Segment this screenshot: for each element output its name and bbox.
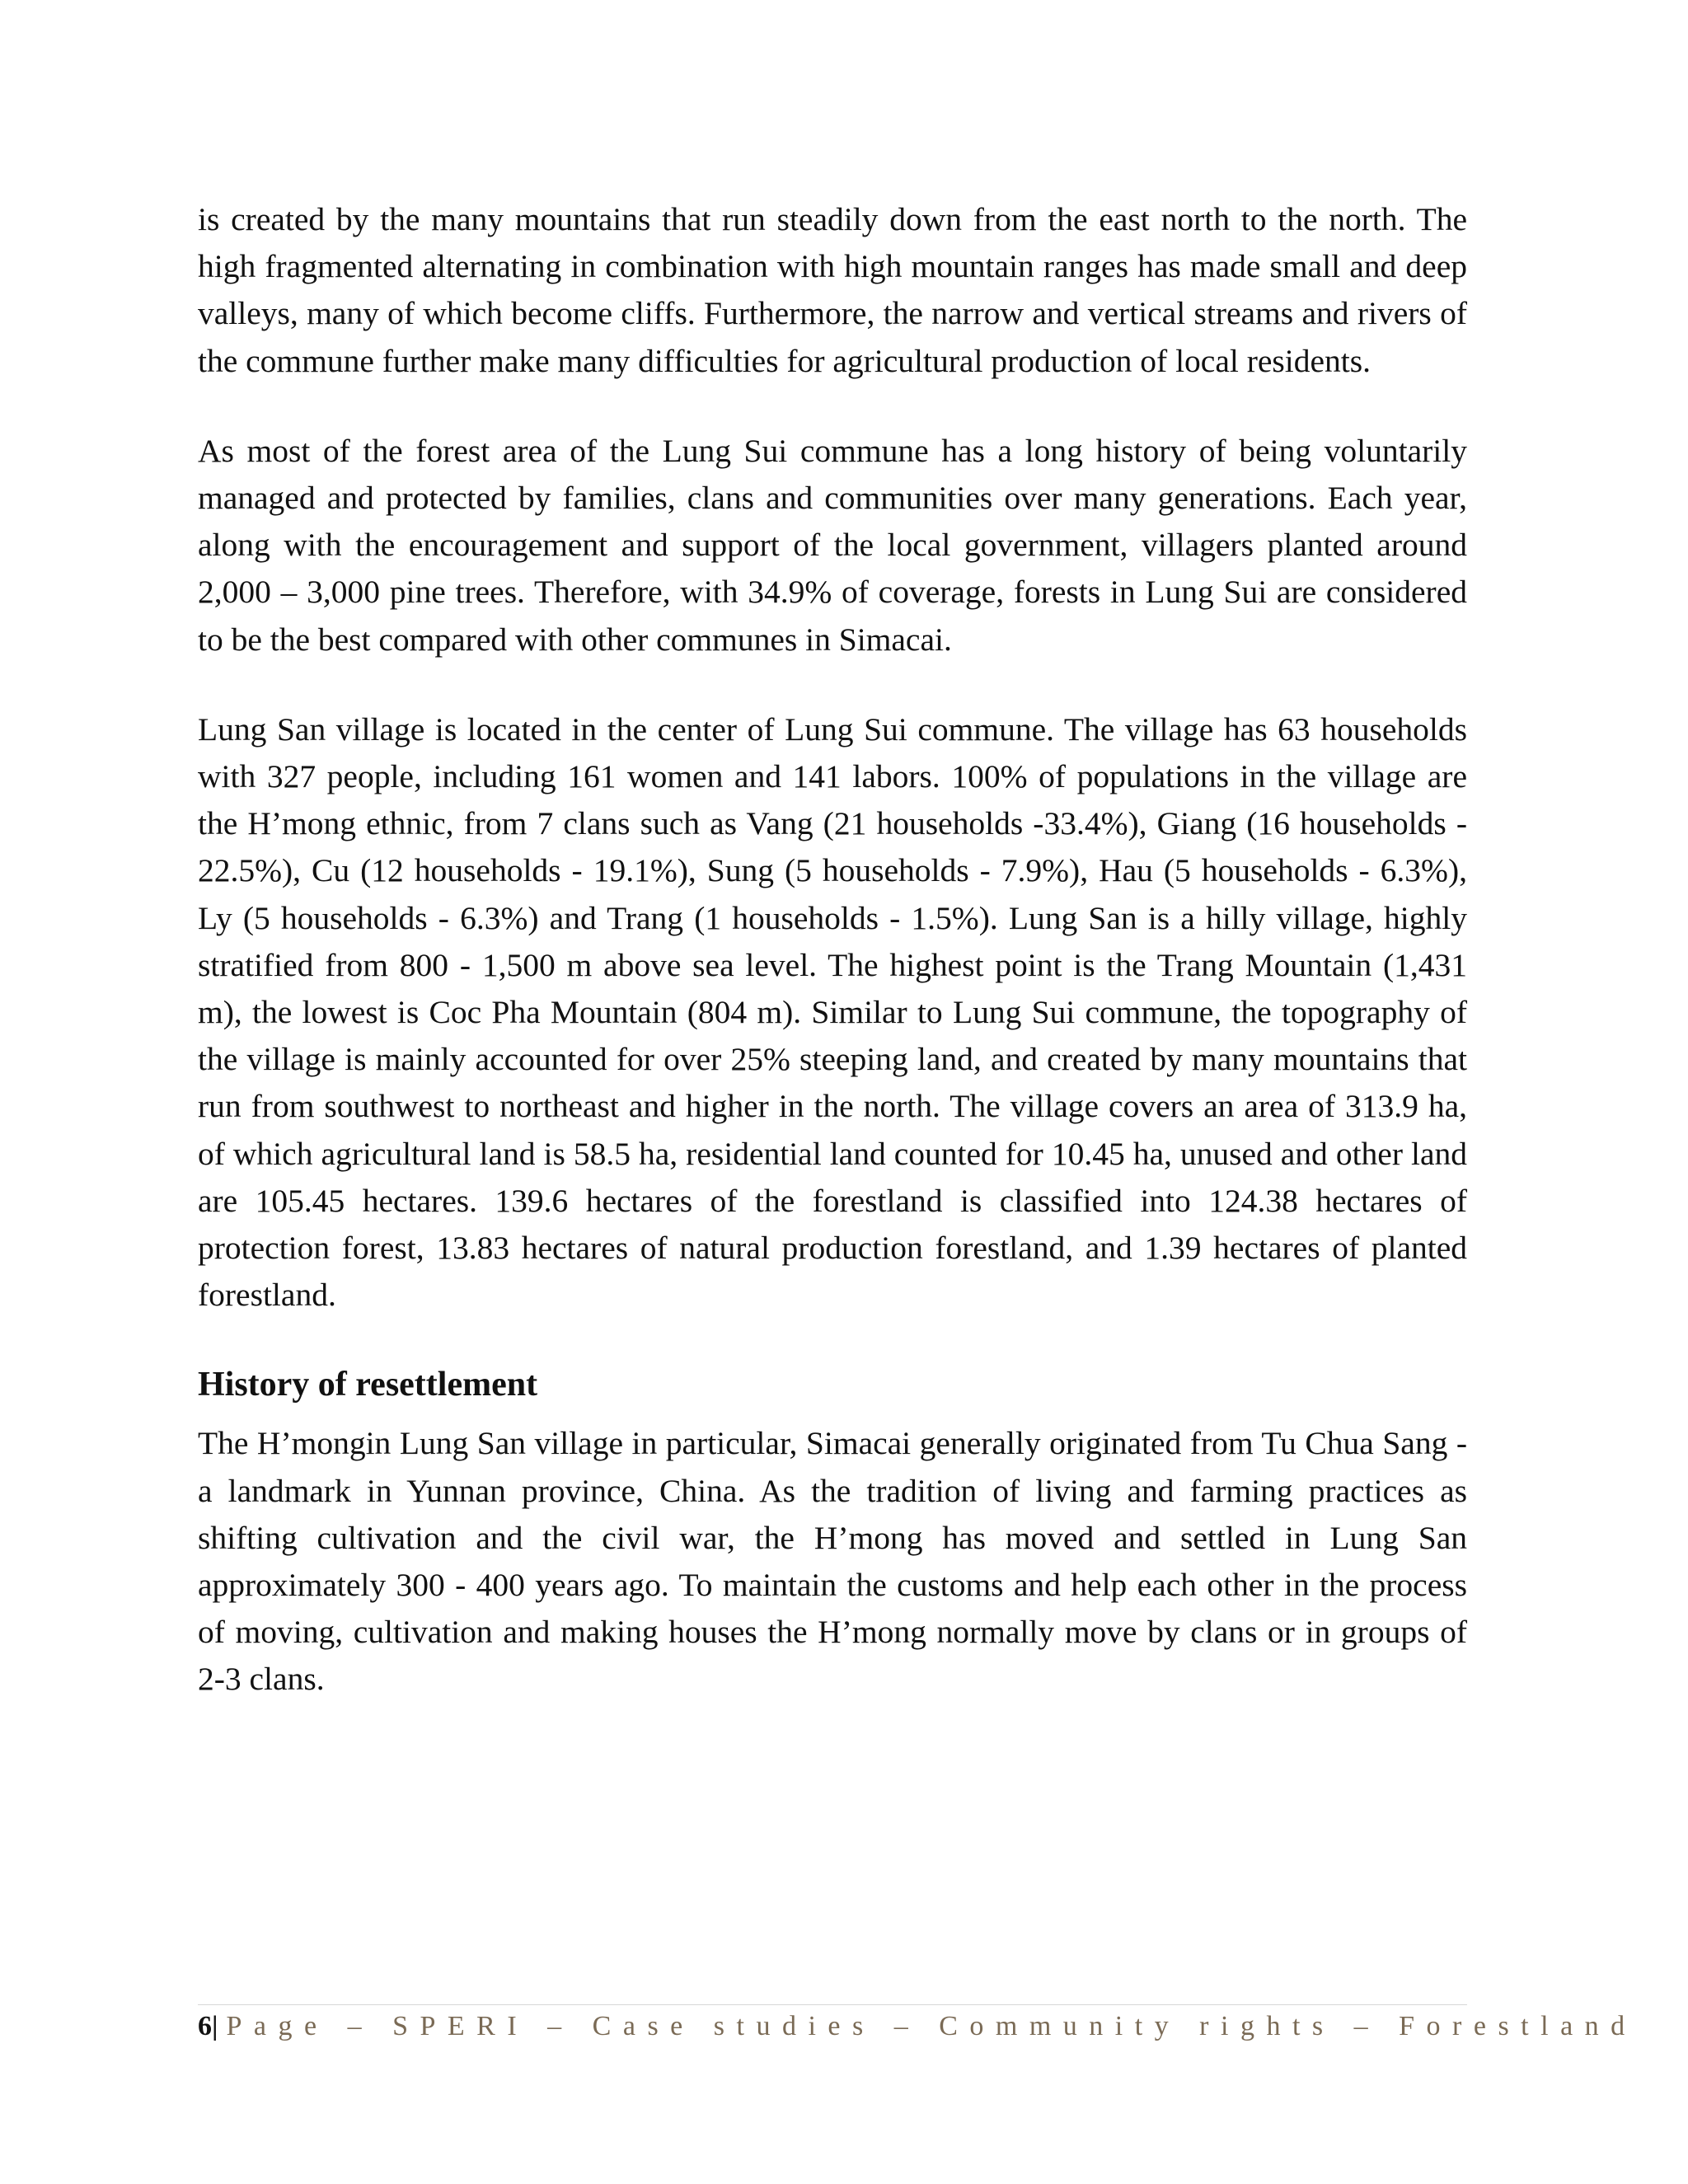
body-paragraph-3: Lung San village is located in the center of Lung Sui commune. The village has 63 households with 327 people, including 161 women and 141 labors. 100% of populations in the village are the H’mong ethnic, from 7 clans such as Vang (21 households -33.4%), Giang (16 households - 22.5%), Cu (12 households - 19.1%), Sung (5 households - 7.9%), Hau (5 households - 6.3%), Ly (5 households - 6.3%) and Trang (1 households - 1.5%). Lung San is a hilly village, highly stratified from 800 - 1,500 m above sea level. The highest point is the Trang Mountain (1,431 m), the lowest is Coc Pha Mountain (804 m). Similar to Lung Sui commune, the topography of the village is mainly accounted for over 25% steeping land, and created by many mountains that run from southwest to northeast and higher in the north. The village covers an area of 313.9 ha, of which agricultural land is 58.5 ha, residential land counted for 10.45 ha, unused and other land are 105.45 hectares. 139.6 hectares of the forestland is classified into 124.38 hectares of protection forest, 13.83 hectares of natural production forestland, and 1.39 hectares of planted forestland. <box>198 710 1467 1314</box>
page-body <box>198 196 1467 1704</box>
page-footer <box>198 2008 1637 2045</box>
footer-separator: | <box>212 2011 218 2041</box>
page-number: 6 <box>198 2011 212 2041</box>
footer-running-text: Page – SPERI – Case studies – Community rights – Forestland <box>226 2011 1637 2041</box>
body-paragraph-1: is created by the many mountains that run steadily down from the east north to the north. The high fragmented alternating in combination with high mountain ranges has made small and deep valleys, many of which become cliffs. Furthermore, the narrow and vertical streams and rivers of the commune further make many difficulties for agricultural production of local residents. <box>198 201 1467 379</box>
section-paragraph: The H’mongin Lung San village in particular, Simacai generally originated from Tu Chua Sang - a landmark in Yunnan province, China. As the tradition of living and farming practices as shifting cultivation and the civil war, the H’mong has moved and settled in Lung San approximately 300 - 400 years ago. To maintain the customs and help each other in the process of moving, cultivation and making houses the H’mong normally move by clans or in groups of 2-3 clans. <box>198 1425 1467 1698</box>
footer-divider <box>198 2004 1467 2005</box>
body-paragraph-2: As most of the forest area of the Lung Sui commune has a long history of being voluntarily managed and protected by families, clans and communities over many generations. Each year, along with the encouragement and support of the local government, villagers planted around 2,000 – 3,000 pine trees. Therefore, with 34.9% of coverage, forests in Lung Sui are considered to be the best compared with other communes in Simacai. <box>198 432 1467 658</box>
section-heading: History of resettlement <box>198 1366 538 1404</box>
